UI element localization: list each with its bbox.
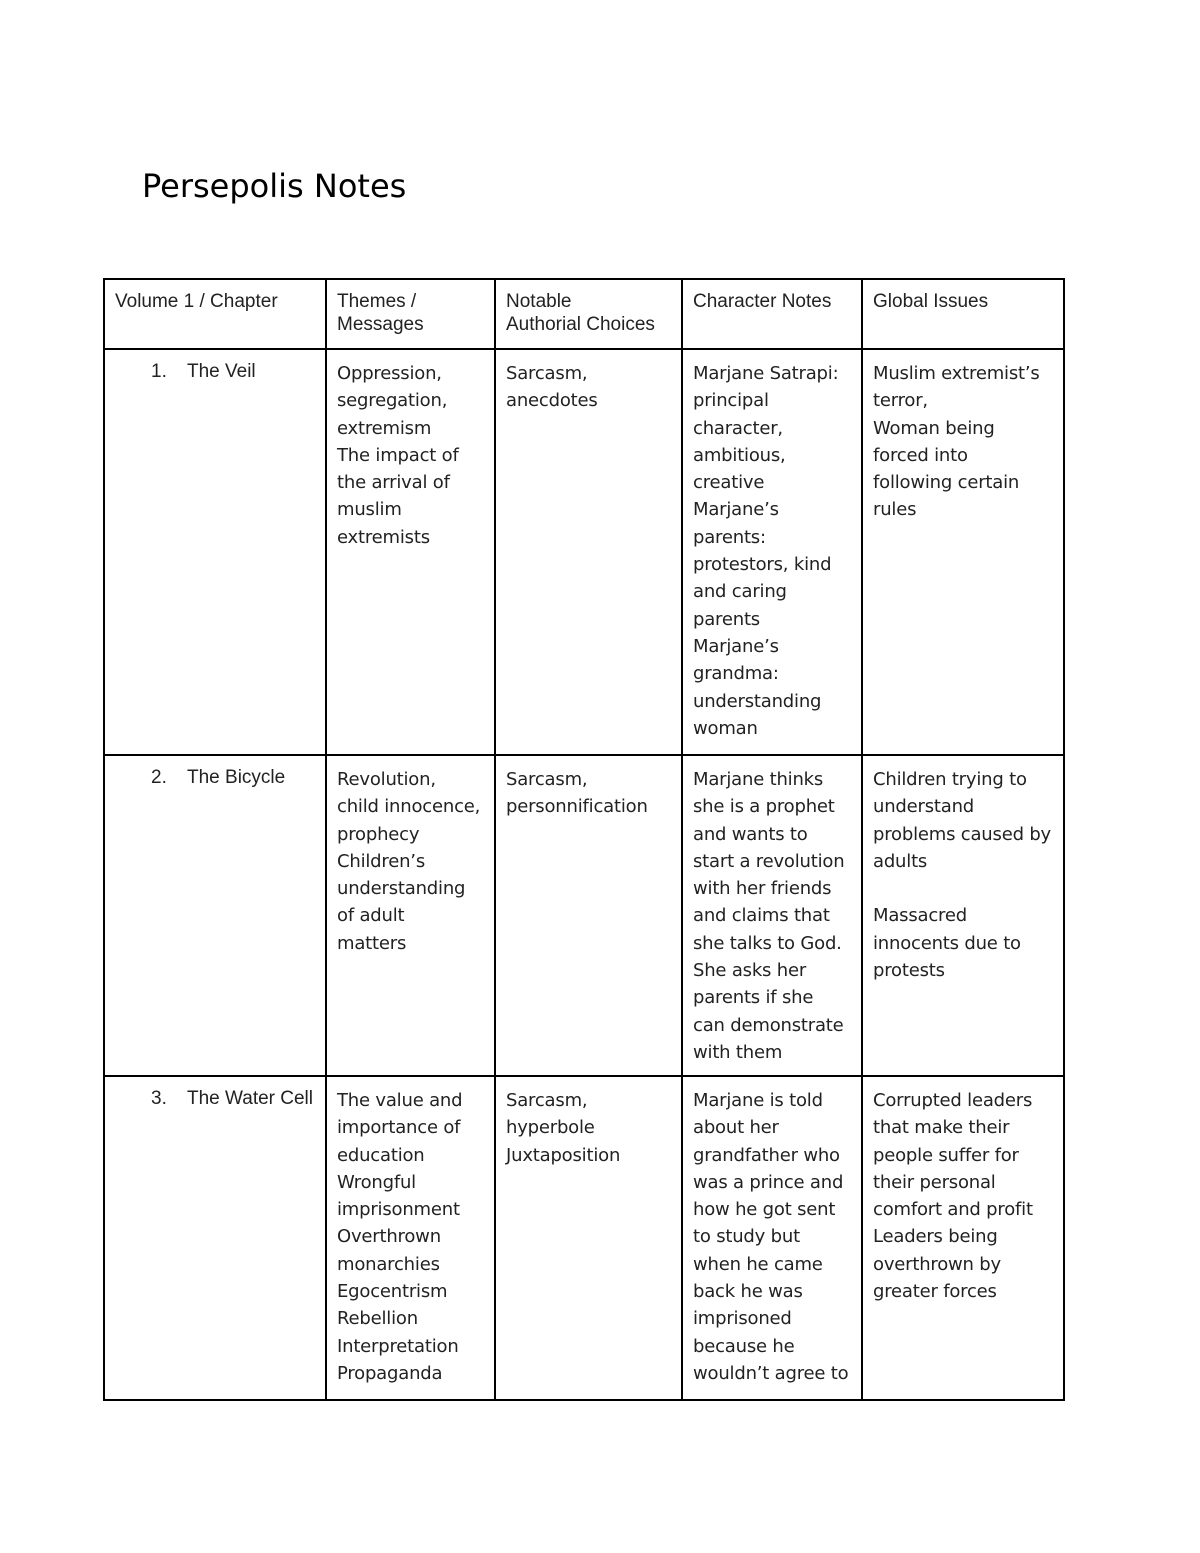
cell-line: their personal xyxy=(873,1171,996,1193)
cell-line: the arrival of xyxy=(337,472,450,494)
cell-line: back he was xyxy=(693,1281,803,1303)
issues-cell xyxy=(862,349,1064,755)
cell-line: protestors, kind xyxy=(693,554,832,576)
chapter-cell xyxy=(104,349,326,755)
cell-line: Corrupted leaders xyxy=(873,1090,1033,1111)
choices-cell xyxy=(495,349,682,755)
cell-line: principal xyxy=(693,390,769,412)
notes-table xyxy=(103,278,1065,1401)
chapter-number: 3. xyxy=(151,1088,167,1109)
header-cell-characters xyxy=(682,279,862,349)
cell-line: can demonstrate xyxy=(693,1014,844,1036)
table-header-row xyxy=(104,279,1064,349)
chapter-number: 2. xyxy=(151,767,167,788)
cell-line: understand xyxy=(873,796,975,818)
cell-line: education xyxy=(337,1144,425,1166)
characters-cell xyxy=(682,755,862,1076)
document-title: Persepolis Notes xyxy=(142,167,407,205)
cell-line: extremism xyxy=(337,417,432,439)
cell-line: creative xyxy=(693,472,765,494)
characters-cell xyxy=(682,349,862,755)
cell-line: parents xyxy=(693,608,760,630)
cell-line: grandfather who xyxy=(693,1144,840,1166)
cell-line: with them xyxy=(693,1041,783,1063)
cell-line: greater forces xyxy=(873,1281,997,1303)
chapter-label xyxy=(115,766,316,789)
cell-line: overthrown by xyxy=(873,1253,1001,1275)
header-label: Volume 1 / Chapter xyxy=(115,291,278,312)
cell-line: The impact of xyxy=(337,444,459,466)
cell-line: and claims that xyxy=(693,905,830,927)
themes-cell xyxy=(326,349,495,755)
cell-line: Interpretation xyxy=(337,1335,459,1357)
cell-line: Egocentrism xyxy=(337,1281,448,1303)
cell-line: woman xyxy=(693,717,758,739)
chapter-number: 1. xyxy=(151,361,167,382)
table-row xyxy=(104,755,1064,1076)
cell-line: comfort and profit xyxy=(873,1199,1033,1221)
cell-line: imprisonment xyxy=(337,1199,460,1221)
cell-line: importance of xyxy=(337,1117,461,1139)
chapter-title: The Veil xyxy=(187,361,256,382)
cell-line: Sarcasm, xyxy=(506,769,588,790)
chapter-label xyxy=(115,360,316,383)
cell-line: understanding xyxy=(337,878,466,900)
cell-line: She asks her xyxy=(693,960,807,982)
cell-line: Marjane’s xyxy=(693,499,779,521)
cell-line: Revolution, xyxy=(337,769,436,790)
cell-line: Juxtaposition xyxy=(506,1144,621,1166)
cell-line: Marjane Satrapi: xyxy=(693,363,839,384)
cell-line: wouldn’t agree to xyxy=(693,1362,849,1384)
cell-line: of adult xyxy=(337,905,405,927)
cell-line: was a prince and xyxy=(693,1171,844,1193)
cell-line: child innocence, xyxy=(337,796,481,818)
header-cell-choices xyxy=(495,279,682,349)
header-label: Themes / Messages xyxy=(337,291,424,335)
themes-cell xyxy=(326,1076,495,1400)
issues-cell xyxy=(862,755,1064,1076)
cell-line: personnification xyxy=(506,796,648,818)
header-label: Notable Authorial Choices xyxy=(506,291,655,335)
cell-line: following certain xyxy=(873,472,1020,494)
cell-line: innocents due to xyxy=(873,932,1021,954)
cell-line: Marjane thinks xyxy=(693,769,824,790)
cell-line: matters xyxy=(337,932,407,954)
cell-line: parents if she xyxy=(693,987,814,1009)
chapter-title: The Bicycle xyxy=(187,767,286,788)
cell-line: Sarcasm, xyxy=(506,1090,588,1111)
cell-line: she talks to God. xyxy=(693,932,842,954)
cell-line: Children trying to xyxy=(873,769,1027,790)
table-row xyxy=(104,349,1064,755)
cell-line: Sarcasm, xyxy=(506,363,588,384)
header-cell-themes xyxy=(326,279,495,349)
line-gap xyxy=(873,875,1054,902)
cell-line: forced into xyxy=(873,444,968,466)
cell-line: grandma: xyxy=(693,663,779,685)
cell-line: Overthrown xyxy=(337,1226,441,1248)
cell-line: segregation, xyxy=(337,390,448,412)
cell-line: and caring xyxy=(693,581,787,603)
cell-line: because he xyxy=(693,1335,795,1357)
header-label: Global Issues xyxy=(873,291,989,312)
cell-line: terror, xyxy=(873,390,928,412)
cell-line: Leaders being xyxy=(873,1226,998,1248)
cell-line: Massacred xyxy=(873,905,967,927)
cell-line: parents: xyxy=(693,526,766,548)
cell-line: to study but xyxy=(693,1226,800,1248)
cell-line: character, xyxy=(693,417,783,439)
cell-line: understanding xyxy=(693,690,822,712)
cell-line: Marjane’s xyxy=(693,635,779,657)
cell-line: start a revolution xyxy=(693,850,845,872)
issues-cell xyxy=(862,1076,1064,1400)
chapter-cell xyxy=(104,1076,326,1400)
cell-line: anecdotes xyxy=(506,390,598,412)
cell-line: Woman being xyxy=(873,417,995,439)
cell-line: Oppression, xyxy=(337,363,442,384)
cell-line: that make their xyxy=(873,1117,1010,1139)
cell-line: protests xyxy=(873,960,945,982)
cell-line: problems caused by xyxy=(873,823,1051,845)
cell-line: extremists xyxy=(337,526,430,548)
cell-line: ambitious, xyxy=(693,444,786,466)
cell-line: The value and xyxy=(337,1090,463,1111)
cell-line: people suffer for xyxy=(873,1144,1019,1166)
cell-line: muslim xyxy=(337,499,402,521)
chapter-title: The Water Cell xyxy=(187,1088,313,1109)
cell-line: imprisoned xyxy=(693,1308,792,1330)
cell-line: hyperbole xyxy=(506,1117,595,1139)
cell-line: monarchies xyxy=(337,1253,440,1275)
cell-line: adults xyxy=(873,850,928,872)
chapter-label xyxy=(115,1087,316,1110)
cell-line: when he came xyxy=(693,1253,823,1275)
choices-cell xyxy=(495,1076,682,1400)
characters-cell xyxy=(682,1076,862,1400)
cell-line: Marjane is told xyxy=(693,1090,823,1111)
cell-line: with her friends xyxy=(693,878,832,900)
choices-cell xyxy=(495,755,682,1076)
header-label: Character Notes xyxy=(693,291,832,312)
header-cell-chapter xyxy=(104,279,326,349)
cell-line: prophecy xyxy=(337,823,420,845)
table-row xyxy=(104,1076,1064,1400)
cell-line: rules xyxy=(873,499,917,521)
cell-line: and wants to xyxy=(693,823,808,845)
cell-line: about her xyxy=(693,1117,779,1139)
cell-line: Children’s xyxy=(337,850,425,872)
cell-line: Muslim extremist’s xyxy=(873,363,1040,384)
themes-cell xyxy=(326,755,495,1076)
cell-line: how he got sent xyxy=(693,1199,836,1221)
cell-line: Wrongful xyxy=(337,1171,416,1193)
cell-line: Propaganda xyxy=(337,1362,443,1384)
cell-line: she is a prophet xyxy=(693,796,835,818)
cell-line: Rebellion xyxy=(337,1308,418,1330)
header-cell-issues xyxy=(862,279,1064,349)
chapter-cell xyxy=(104,755,326,1076)
